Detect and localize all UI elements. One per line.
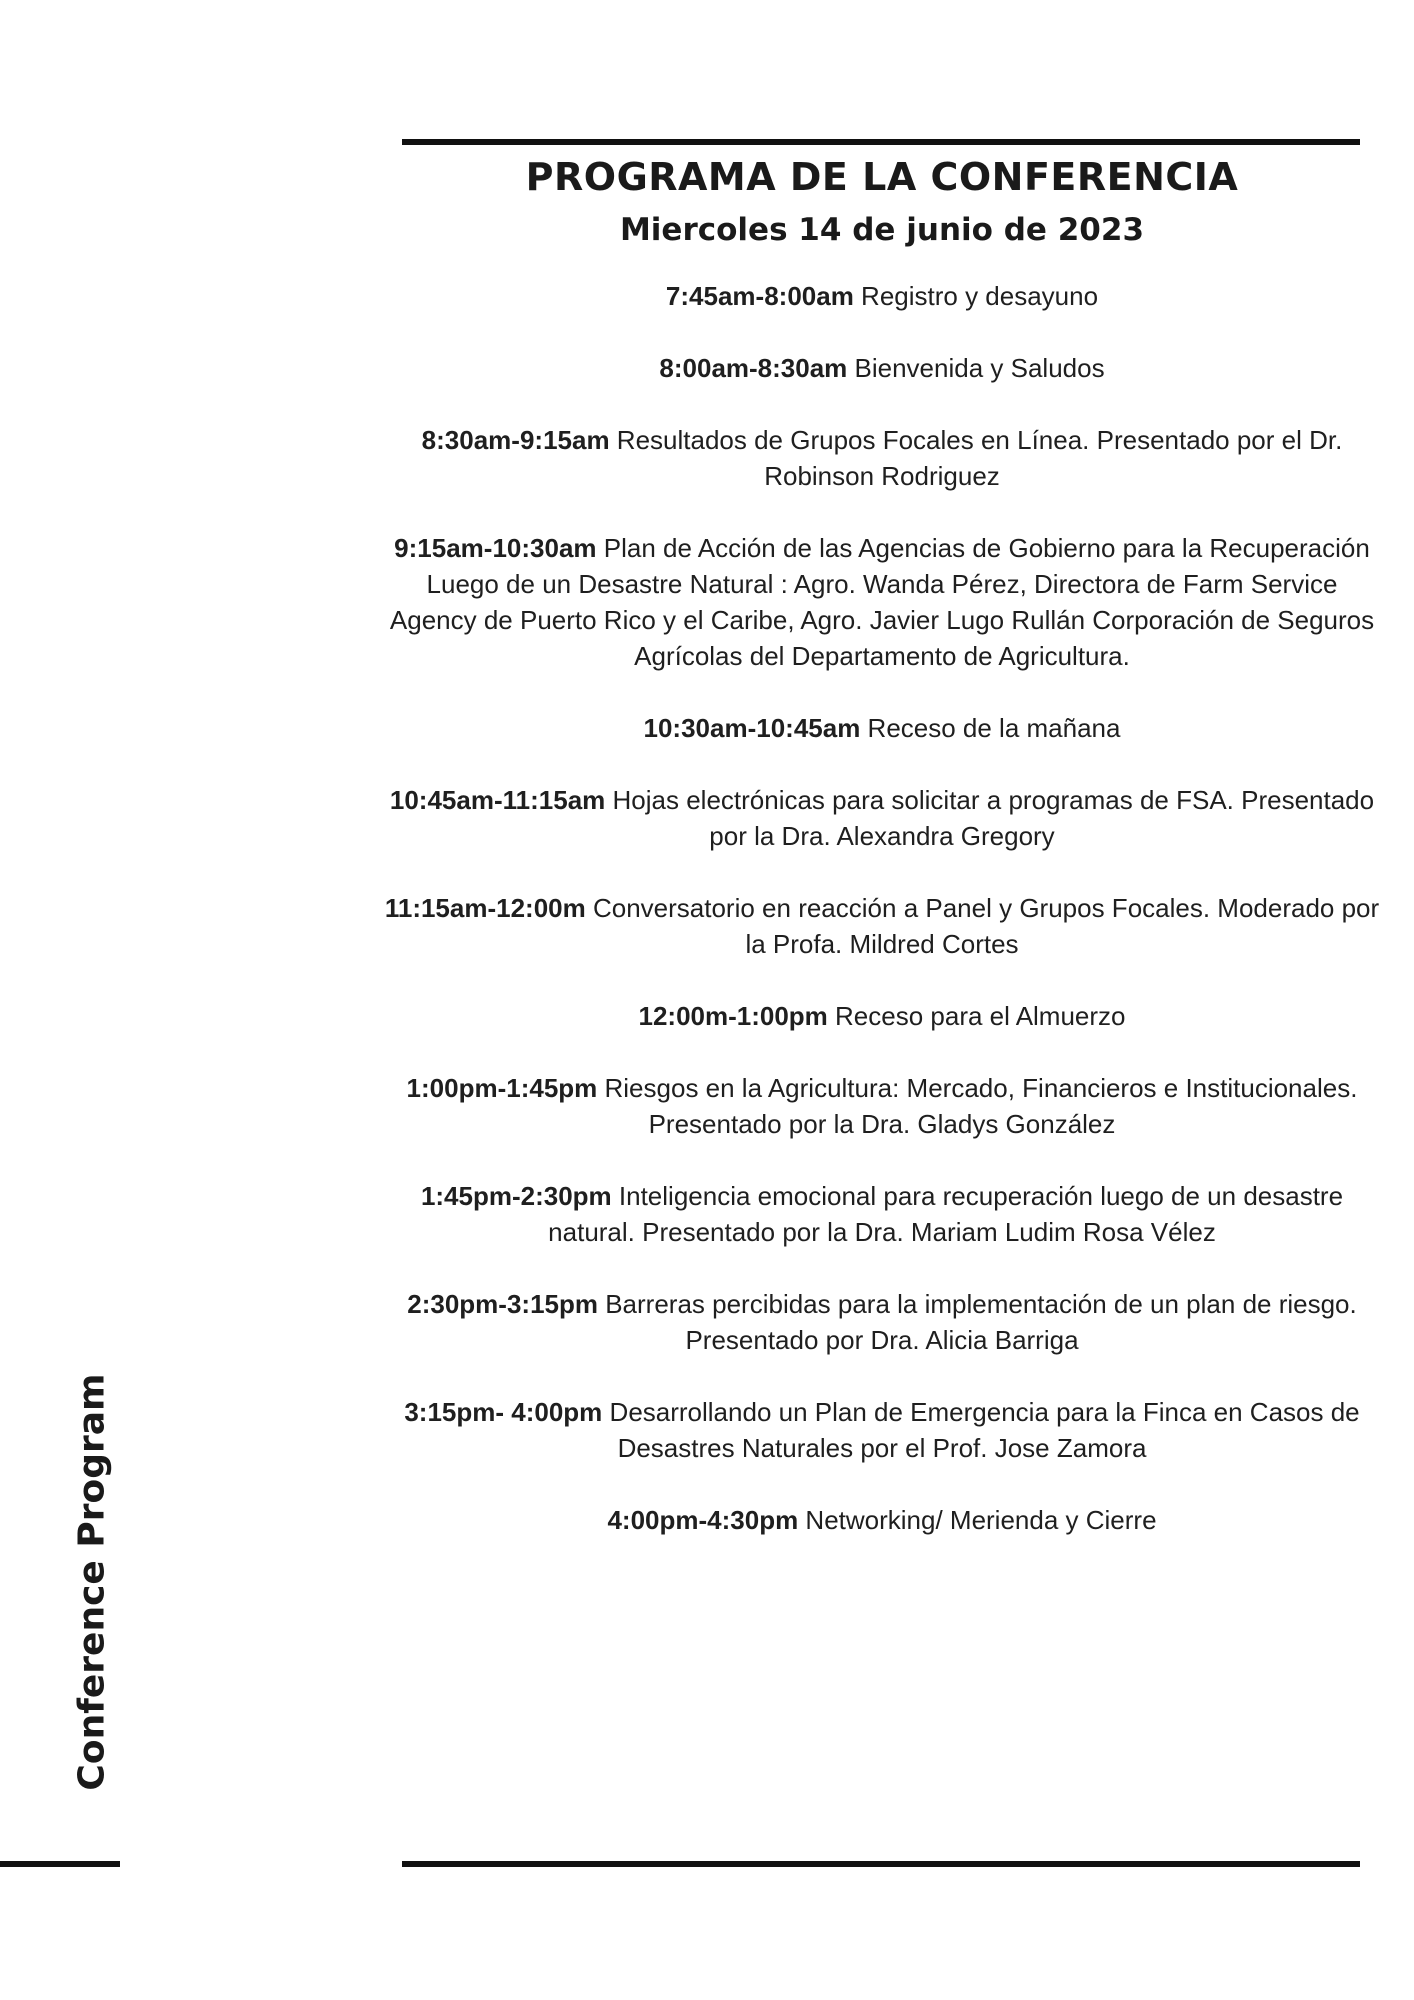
schedule-description: Receso para el Almuerzo [827,1001,1126,1031]
schedule-item [382,782,1382,854]
page-title: PROGRAMA DE LA CONFERENCIA [525,155,1239,199]
schedule-time: 8:30am-9:15am [421,425,610,455]
program-header [382,150,1382,256]
schedule-time: 11:15am-12:00m [384,893,586,923]
schedule-time: 3:15pm- 4:00pm [404,1397,603,1427]
schedule-time: 7:45am-8:00am [665,281,854,311]
side-divider [0,1861,120,1867]
schedule-item [382,350,1382,386]
schedule-item [382,530,1382,674]
schedule-time: 2:30pm-3:15pm [407,1289,598,1319]
schedule-description: Receso de la mañana [860,713,1121,743]
schedule-time: 12:00m-1:00pm [638,1001,828,1031]
schedule-description: Riesgos en la Agricultura: Mercado, Financieros e Institucionales. Presentado por la Dra. Gladys González [597,1073,1358,1139]
schedule-item [382,890,1382,962]
schedule-list [382,278,1382,1574]
schedule-time: 1:00pm-1:45pm [406,1073,598,1103]
schedule-description: Plan de Acción de las Agencias de Gobierno para la Recuperación Luego de un Desastre Natural : Agro. Wanda Pérez, Directora de Farm Service Agency de Puerto Rico y el Caribe, Agro. Javier Lugo Rullán Corporación de Seguros Agrícolas del Departamento de Agricultura. [389,533,1375,671]
schedule-description: Conversatorio en reacción a Panel y Grupos Focales. Moderado por la Profa. Mildred Cortes [585,893,1380,959]
schedule-description: Barreras percibidas para la implementación de un plan de riesgo. Presentado por Dra. Alicia Barriga [597,1289,1357,1355]
schedule-time: 1:45pm-2:30pm [420,1181,612,1211]
schedule-time: 4:00pm-4:30pm [607,1505,799,1535]
schedule-item [382,998,1382,1034]
schedule-item [382,422,1382,494]
schedule-time: 9:15am-10:30am [394,533,597,563]
schedule-time: 10:45am-11:15am [389,785,606,815]
schedule-item [382,1070,1382,1142]
top-divider [402,139,1360,145]
event-date: Miercoles 14 de junio de 2023 [619,212,1145,248]
schedule-time: 10:30am-10:45am [643,713,861,743]
side-label: Conference Program [71,1373,113,1791]
schedule-item [382,1502,1382,1538]
schedule-item [382,1286,1382,1358]
schedule-description: Resultados de Grupos Focales en Línea. Presentado por el Dr. Robinson Rodriguez [609,425,1343,491]
bottom-divider [402,1861,1360,1867]
schedule-item [382,278,1382,314]
schedule-time: 8:00am-8:30am [659,353,848,383]
schedule-description: Desarrollando un Plan de Emergencia para la Finca en Casos de Desastres Naturales por el Prof. Jose Zamora [602,1397,1360,1463]
schedule-item [382,1394,1382,1466]
schedule-description: Bienvenida y Saludos [847,353,1105,383]
schedule-description: Inteligencia emocional para recuperación luego de un desastre natural. Presentado por la Dra. Mariam Ludim Rosa Vélez [548,1181,1344,1247]
schedule-item [382,1178,1382,1250]
schedule-item [382,710,1382,746]
schedule-description: Hojas electrónicas para solicitar a programas de FSA. Presentado por la Dra. Alexandra Gregory [605,785,1375,851]
schedule-description: Registro y desayuno [853,281,1099,311]
schedule-description: Networking/ Merienda y Cierre [798,1505,1157,1535]
